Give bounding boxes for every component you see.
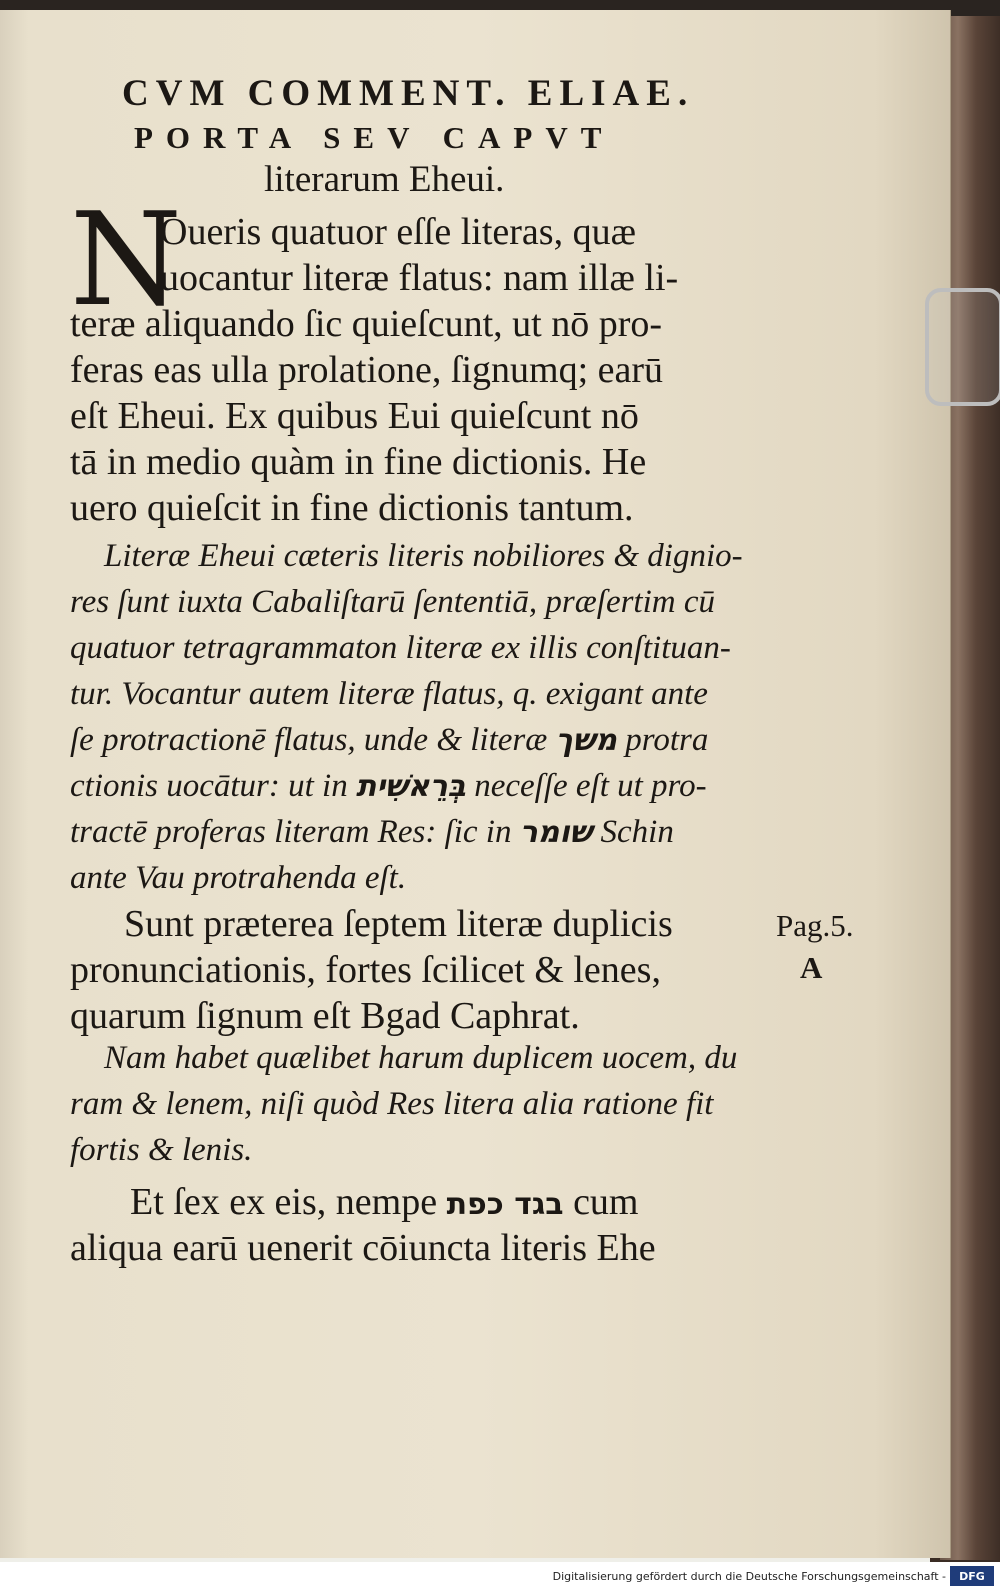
commentary-line — [70, 768, 707, 805]
text-line: Sunt præterea ſeptem literæ duplicis — [124, 903, 673, 945]
commentary-line: ante Vau protrahenda eſt. — [70, 860, 407, 896]
commentary-line: ram & lenem, niſi quòd Res litera alia ratione fit — [70, 1086, 714, 1122]
commentary-line: quatuor tetragrammaton literæ ex illis conſtituan- — [70, 630, 731, 666]
text-line: aliqua earū uenerit cōiuncta literis Ehe — [70, 1227, 656, 1269]
body-text: Et ſex ex eis, nempe — [130, 1181, 438, 1223]
text-line: eſt Eheui. Ex quibus Eui quieſcunt nō — [70, 395, 639, 437]
text-line: tā in medio quàm in fine dictionis. He — [70, 441, 647, 483]
commentary-line: Literæ Eheui cæteris literis nobiliores & dignio- — [104, 538, 743, 574]
text-line: pronunciationis, fortes ſcilicet & lenes, — [70, 949, 661, 991]
margin-section-letter: A — [800, 950, 823, 985]
margin-page-reference: Pag.5. — [776, 908, 854, 943]
page-clip — [925, 288, 1000, 406]
text-line: feras eas ulla prolatione, ſignumq; earū — [70, 349, 664, 391]
hebrew-word: שומר — [519, 815, 593, 850]
commentary-line: Nam habet quælibet harum duplicem uocem, du — [104, 1040, 738, 1076]
text-line — [130, 1180, 639, 1224]
commentary-text: neceſſe eſt ut pro- — [474, 768, 707, 804]
commentary-text: protra — [625, 722, 709, 758]
text-line: teræ aliquando ſic quieſcunt, ut nō pro- — [70, 303, 663, 345]
commentary-text: tractē proferas literam Res: ſic in — [70, 814, 512, 850]
text-line: quarum ſignum eſt Bgad Caphrat. — [70, 995, 580, 1037]
commentary-line — [70, 722, 708, 759]
hebrew-word: בְּרֵאשִׁית — [355, 769, 466, 804]
text-line: uocantur literæ flatus: nam illæ li- — [160, 257, 679, 299]
funding-credit: Digitalisierung gefördert durch die Deutsche Forschungsgemeinschaft - — [552, 1570, 946, 1583]
commentary-line: tur. Vocantur autem literæ flatus, q. exigant ante — [70, 676, 708, 712]
dfg-logo: DFG — [950, 1566, 994, 1586]
commentary-line — [70, 814, 674, 851]
chapter-title: PORTA SEV CAPVT — [134, 120, 615, 155]
chapter-subtitle: literarum Eheui. — [264, 159, 505, 200]
commentary-line: fortis & lenis. — [70, 1132, 253, 1168]
hebrew-word: משך — [555, 723, 617, 758]
commentary-text: Schin — [600, 814, 674, 850]
text-line: Oueris quatuor eſſe literas, quæ — [160, 211, 636, 253]
running-title: CVM COMMENT. ELIAE. — [122, 73, 695, 114]
text-line: uero quieſcit in fine dictionis tantum. — [70, 487, 634, 529]
body-text: cum — [573, 1181, 639, 1223]
commentary-line: res ſunt iuxta Cabaliſtarū ſententiā, præſertim cū — [70, 584, 715, 620]
commentary-text: ſe protractionē flatus, unde & literæ — [70, 722, 548, 758]
hebrew-word: בגד כפת — [446, 1187, 564, 1222]
commentary-text: ctionis uocātur: ut in — [70, 768, 348, 804]
drop-cap-initial: N — [70, 186, 182, 335]
